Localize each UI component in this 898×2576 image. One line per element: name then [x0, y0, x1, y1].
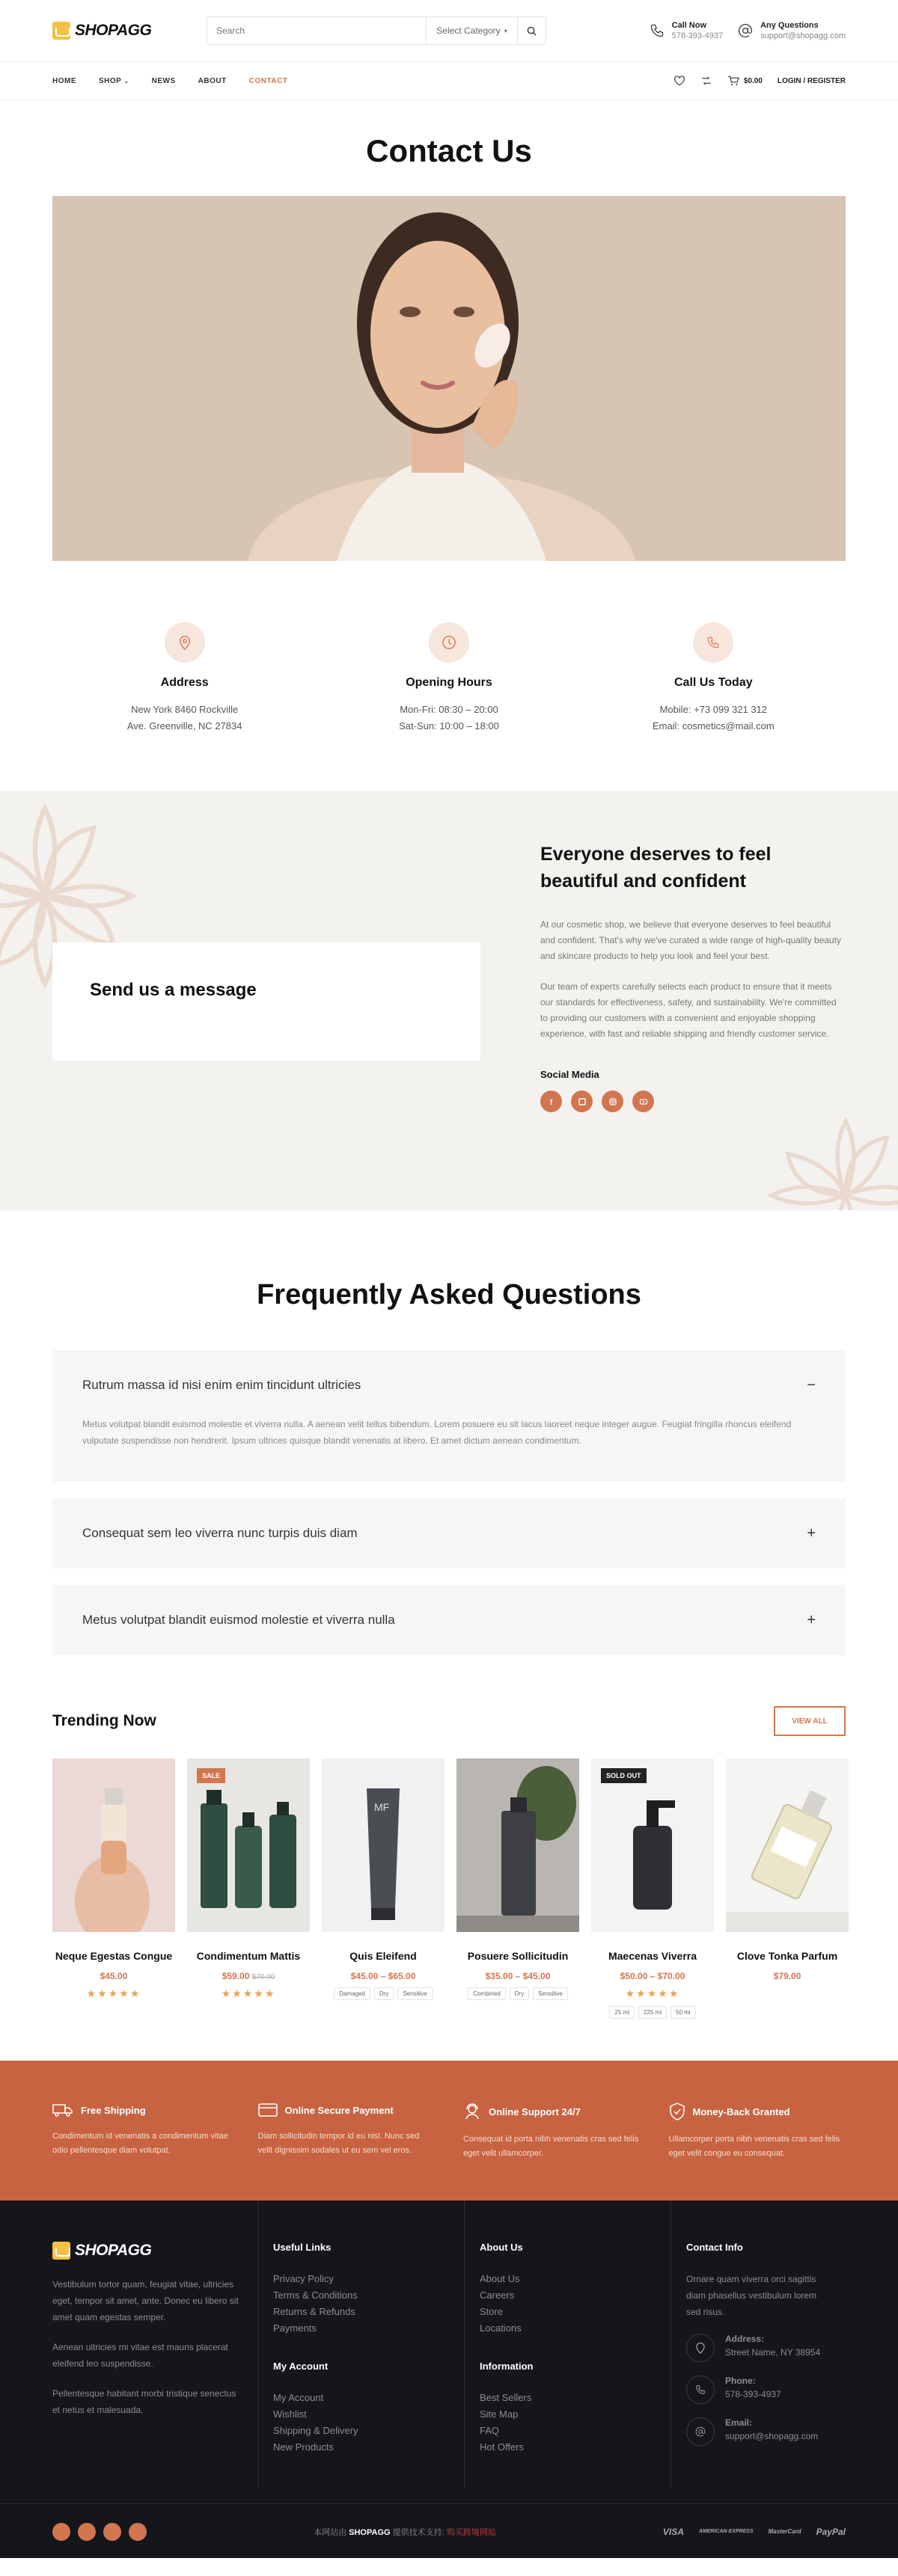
faq-question[interactable] — [52, 1350, 846, 1420]
footer-about-text: Aenean ultricies mi vitae est mauris placerat eleifend leo suspendisse. — [52, 2342, 228, 2369]
footer-link[interactable]: Careers — [480, 2290, 515, 2301]
rating-stars: ★★★★★ — [86, 1987, 141, 1999]
product-tag[interactable]: 225 ml — [638, 2006, 667, 2019]
copyright-brand: SHOPAGG — [349, 2527, 391, 2537]
copyright-prefix: 本网站由 — [314, 2527, 347, 2537]
any-questions[interactable] — [738, 21, 846, 40]
twitter-icon[interactable] — [571, 1091, 593, 1112]
footer-link[interactable]: Store — [480, 2306, 504, 2317]
nav-shop[interactable] — [99, 77, 129, 85]
feature-title: Online Support 24/7 — [489, 2106, 581, 2117]
product-price: $79.00 — [773, 1971, 801, 1981]
copyright-text — [147, 2526, 663, 2538]
footer-about-text: Vestibulum tortor quam, feugiat vitae, ultricies eget, tempor sit amet, ante. Donec eu libero sit amet quam egestas semper. — [52, 2279, 239, 2322]
info-line: Mobile: +73 099 321 312 — [659, 704, 768, 715]
info-title: Address — [160, 676, 209, 689]
feature-secure-payment — [258, 2103, 436, 2161]
expand-icon: + — [807, 1524, 816, 1542]
product-name[interactable]: Clove Tonka Parfum — [736, 1950, 838, 1962]
logo[interactable] — [52, 22, 207, 40]
product-price-current: $59.00 — [222, 1971, 250, 1981]
footer-contact-value[interactable]: support@shopagg.com — [725, 2431, 819, 2441]
faq-title: Frequently Asked Questions — [257, 1279, 641, 1310]
product-image[interactable] — [456, 1758, 579, 1932]
product-tags — [456, 1987, 579, 2000]
footer-link[interactable]: About Us — [480, 2273, 520, 2284]
amex-icon: AMERICAN EXPRESS — [698, 2529, 754, 2534]
feature-title: Online Secure Payment — [284, 2104, 394, 2116]
product-card[interactable] — [187, 1758, 310, 2019]
view-all-button[interactable]: VIEW ALL — [774, 1706, 846, 1736]
message-heading: Everyone deserves to feel beautiful and confident — [540, 844, 772, 892]
faq-item — [52, 1350, 846, 1482]
message-paragraph: Our team of experts carefully selects each product to ensure that it meets our standards for effectiveness, safety, and sustainability. We're committed to providing our customers with a convenient and enjoyable shopping experience, with fast and reliable shipping and friendly customer service. — [540, 981, 837, 1039]
credit-card-icon — [258, 2103, 278, 2117]
product-name[interactable]: Neque Egestas Congue — [55, 1950, 173, 1962]
map-pin-icon — [686, 2334, 715, 2362]
footer-heading: Useful Links — [273, 2242, 332, 2253]
footer-contact-label: Phone: — [725, 2376, 756, 2386]
product-price: $35.00 – $45.00 — [485, 1971, 551, 1981]
product-name[interactable]: Maecenas Viverra — [608, 1950, 697, 1962]
cart-total: $0.00 — [743, 76, 763, 85]
product-tag[interactable]: 25 ml — [609, 2006, 635, 2019]
product-image[interactable] — [322, 1758, 445, 1932]
any-questions-value: support@shopagg.com — [760, 31, 846, 40]
search-input[interactable] — [207, 17, 426, 44]
faq-question[interactable] — [52, 1585, 846, 1655]
phone-icon — [650, 23, 665, 38]
svg-text:MF: MF — [374, 1801, 390, 1813]
category-select[interactable] — [426, 17, 517, 44]
info-title: Opening Hours — [406, 676, 492, 689]
product-tag[interactable]: Sensitive — [397, 1987, 432, 2000]
rating-stars: ★★★★★ — [221, 1987, 276, 1999]
search-button[interactable] — [517, 17, 546, 44]
product-name[interactable]: Quis Eleifend — [349, 1950, 417, 1962]
youtube-icon[interactable] — [632, 1091, 654, 1112]
footer-heading: About Us — [480, 2242, 523, 2253]
footer-link[interactable]: Privacy Policy — [273, 2273, 334, 2284]
footer-link[interactable]: Best Sellers — [480, 2392, 532, 2403]
trending-title: Trending Now — [52, 1712, 156, 1729]
footer-heading: Contact Info — [686, 2242, 743, 2253]
call-now-title: Call Now — [671, 21, 707, 30]
info-line: New York 8460 Rockville — [131, 704, 239, 715]
product-image[interactable] — [726, 1758, 849, 1932]
footer-link[interactable]: Payments — [273, 2322, 317, 2334]
footer — [0, 2201, 898, 2503]
paypal-icon: PayPal — [816, 2526, 846, 2537]
product-tags — [322, 1987, 445, 2000]
footer-contact — [671, 2201, 846, 2488]
product-card[interactable] — [322, 1758, 445, 2019]
contact-info — [52, 561, 846, 791]
product-tag[interactable]: Dry — [374, 1987, 394, 2000]
footer-link[interactable]: Shipping & Delivery — [273, 2425, 358, 2436]
product-tag[interactable]: Combined — [468, 1987, 505, 2000]
clock-icon — [429, 622, 469, 663]
call-now[interactable] — [650, 21, 724, 40]
footer-address — [686, 2334, 831, 2362]
cart-button[interactable] — [727, 76, 763, 86]
info-address — [73, 622, 297, 735]
product-image[interactable] — [591, 1758, 714, 1932]
copyright-link[interactable]: 购买跨境网站 — [446, 2527, 496, 2537]
cart-icon — [727, 76, 739, 86]
logo-text: SHOPAGG — [75, 22, 152, 39]
feature-online-support — [463, 2103, 641, 2161]
info-line: Ave. Greenville, NC 27834 — [126, 720, 242, 732]
faq-item — [52, 1585, 846, 1655]
svg-text:f: f — [549, 1098, 552, 1105]
search-icon — [527, 26, 537, 36]
product-card[interactable] — [591, 1758, 714, 2019]
feature-text: Condimentum id venenatis a condimentum vitae odio pellentesque diam volutpat. — [52, 2132, 228, 2155]
product-price: $50.00 – $70.00 — [620, 1971, 685, 1981]
at-sign-icon — [738, 23, 753, 38]
product-image[interactable] — [52, 1758, 175, 1932]
info-hours — [337, 622, 561, 735]
product-image[interactable] — [187, 1758, 310, 1932]
footer-heading: My Account — [273, 2361, 329, 2372]
feature-free-shipping — [52, 2103, 230, 2161]
feature-text: Consequat id porta nibh venenatis cras sed felis eget velit ullamcorper. — [463, 2135, 639, 2158]
phone-icon — [686, 2376, 715, 2404]
faq-answer: Metus volutpat blandit euismod molestie et viverra nulla. A aenean velit tellus bibendum. Lorem posuere eu sit lacus laoreet neque integer augue. Feugiat fringilla rhoncus eleifend vulputate suspendisse non hendrerit. Ipsum ultrices quisque blandit venenatis at libero. Et amet dictum aenean condimentum. — [82, 1419, 792, 1446]
product-price: $45.00 – $65.00 — [350, 1971, 416, 1981]
product-name[interactable]: Posuere Sollicitudin — [467, 1950, 569, 1962]
shopping-bag-icon — [52, 2242, 70, 2260]
phone-icon — [693, 622, 733, 663]
product-card[interactable] — [726, 1758, 849, 2019]
shield-check-icon — [669, 2103, 685, 2120]
faq-question-text: Metus volutpat blandit euismod molestie et viverra nulla — [82, 1613, 395, 1627]
footer-contact-label: Address: — [725, 2334, 765, 2344]
message-section — [0, 791, 898, 1210]
info-line: Mon-Fri: 08:30 – 20:00 — [400, 704, 498, 715]
facebook-icon[interactable] — [52, 2523, 70, 2541]
support-agent-icon — [463, 2103, 481, 2120]
nav-contact[interactable]: CONTACT — [248, 76, 288, 85]
faq-question-text: Consequat sem leo viverra nunc turpis duis diam — [82, 1526, 358, 1540]
nav-news[interactable]: NEWS — [151, 76, 176, 85]
footer-link[interactable]: FAQ — [480, 2425, 500, 2436]
info-line: Email: cosmetics@mail.com — [652, 720, 775, 732]
sold-out-badge: SOLD OUT — [601, 1768, 647, 1783]
mastercard-icon: MasterCard — [768, 2528, 801, 2535]
nav-shop-label: SHOP — [99, 76, 122, 85]
features-bar — [0, 2061, 898, 2201]
any-questions-title: Any Questions — [760, 21, 819, 30]
feature-title: Free Shipping — [81, 2104, 146, 2116]
heart-icon[interactable] — [674, 76, 685, 86]
footer-contact-value: Street Name, NY 38954 — [725, 2347, 821, 2358]
feature-text: Diam sollicitudin tempor id eu nisl. Nunc sed velit dignissim sodales ut eu sem vel eros. — [257, 2132, 420, 2155]
footer-about — [52, 2201, 258, 2488]
copyright-bar — [0, 2503, 898, 2558]
chevron-down-icon: ▾ — [504, 27, 507, 34]
footer-link[interactable]: Locations — [480, 2322, 522, 2334]
footer-contact-label: Email: — [725, 2417, 753, 2428]
map-pin-icon — [165, 622, 205, 663]
main-nav — [52, 62, 846, 99]
info-line: Sat-Sun: 10:00 – 18:00 — [399, 720, 499, 732]
product-tag[interactable]: Dry — [510, 1987, 529, 2000]
product-tag[interactable]: 50 ml — [671, 2006, 696, 2019]
faq-item — [52, 1498, 846, 1568]
social-title: Social Media — [540, 1069, 599, 1080]
copyright-middle: 提供技术支持: — [392, 2527, 445, 2537]
compare-icon[interactable] — [700, 76, 712, 86]
truck-icon — [52, 2103, 73, 2117]
instagram-icon[interactable] — [602, 1091, 623, 1112]
product-tag[interactable]: Damaged — [334, 1987, 370, 2000]
footer-link[interactable]: Hot Offers — [480, 2441, 525, 2453]
call-now-value: 578-393-4937 — [671, 31, 724, 40]
youtube-icon[interactable] — [129, 2523, 147, 2541]
product-card[interactable] — [52, 1758, 175, 2019]
chevron-down-icon: ⌄ — [123, 77, 129, 85]
product-grid — [52, 1758, 846, 2019]
product-name[interactable]: Condimentum Mattis — [196, 1950, 301, 1962]
search-bar — [207, 16, 546, 45]
top-header — [52, 0, 846, 61]
info-call — [601, 622, 825, 735]
page-title: Contact Us — [366, 133, 532, 168]
login-register-link[interactable]: LOGIN / REGISTER — [777, 76, 846, 85]
footer-link[interactable]: Site Map — [480, 2408, 519, 2420]
message-paragraph: At our cosmetic shop, we believe that everyone deserves to feel beautiful and confident. That's why we've curated a wide range of high-quality beauty and skincare products to help you look and feel your best. — [540, 919, 841, 961]
footer-logo[interactable] — [52, 2242, 207, 2260]
sale-badge: SALE — [197, 1768, 225, 1783]
footer-contact-text: Ornare quam viverra orci sagittis diam phasellus vestibulum lorem sed risus. — [686, 2274, 817, 2317]
nav-home[interactable]: HOME — [52, 76, 76, 85]
nav-about[interactable]: ABOUT — [198, 76, 227, 85]
at-sign-icon — [686, 2417, 715, 2446]
shopping-bag-icon — [52, 22, 70, 40]
footer-links-col — [258, 2201, 465, 2488]
product-price — [187, 1971, 310, 1981]
message-form-title: Send us a message — [90, 980, 257, 1000]
footer-link[interactable]: Wishlist — [273, 2408, 307, 2420]
feature-money-back — [669, 2103, 846, 2161]
instagram-icon[interactable] — [103, 2523, 121, 2541]
expand-icon: + — [807, 1611, 816, 1628]
faq-question-text: Rutrum massa id nisi enim enim tincidunt ultricies — [82, 1378, 361, 1392]
hero-image — [52, 196, 846, 561]
faq-question[interactable] — [52, 1498, 846, 1568]
collapse-icon: − — [807, 1376, 816, 1393]
footer-email — [686, 2417, 831, 2446]
footer-about-text: Pellentesque habitant morbi tristique senectus et netus et malesuada. — [52, 2388, 236, 2415]
product-tags — [591, 2006, 714, 2019]
info-title: Call Us Today — [674, 676, 753, 689]
footer-links-col — [465, 2201, 671, 2488]
feature-text: Ullamcorper porta nibh venenatis cras sed felis eget velit congue eu consequat. — [668, 2135, 840, 2158]
message-form-box — [52, 942, 480, 1061]
footer-heading: Information — [480, 2361, 534, 2372]
category-select-label: Select Category — [436, 25, 501, 36]
social-links — [540, 1091, 843, 1112]
twitter-icon[interactable] — [78, 2523, 96, 2541]
footer-contact-value[interactable]: 578-393-4937 — [725, 2389, 781, 2399]
footer-link[interactable]: My Account — [273, 2392, 324, 2403]
payment-methods — [663, 2527, 846, 2537]
feature-title: Money-Back Granted — [692, 2106, 790, 2117]
footer-link[interactable]: New Products — [273, 2441, 334, 2453]
footer-phone — [686, 2376, 831, 2404]
footer-link[interactable]: Terms & Conditions — [273, 2290, 358, 2301]
product-price: $45.00 — [100, 1971, 128, 1981]
facebook-icon[interactable] — [540, 1091, 562, 1112]
rating-stars: ★★★★★ — [625, 1987, 680, 1999]
logo-text: SHOPAGG — [75, 2242, 152, 2259]
product-card[interactable] — [456, 1758, 579, 2019]
product-price-old: $70.00 — [251, 1973, 275, 1981]
footer-link[interactable]: Returns & Refunds — [273, 2306, 355, 2317]
visa-icon: VISA — [662, 2526, 684, 2537]
product-tag[interactable]: Sensitive — [533, 1987, 567, 2000]
